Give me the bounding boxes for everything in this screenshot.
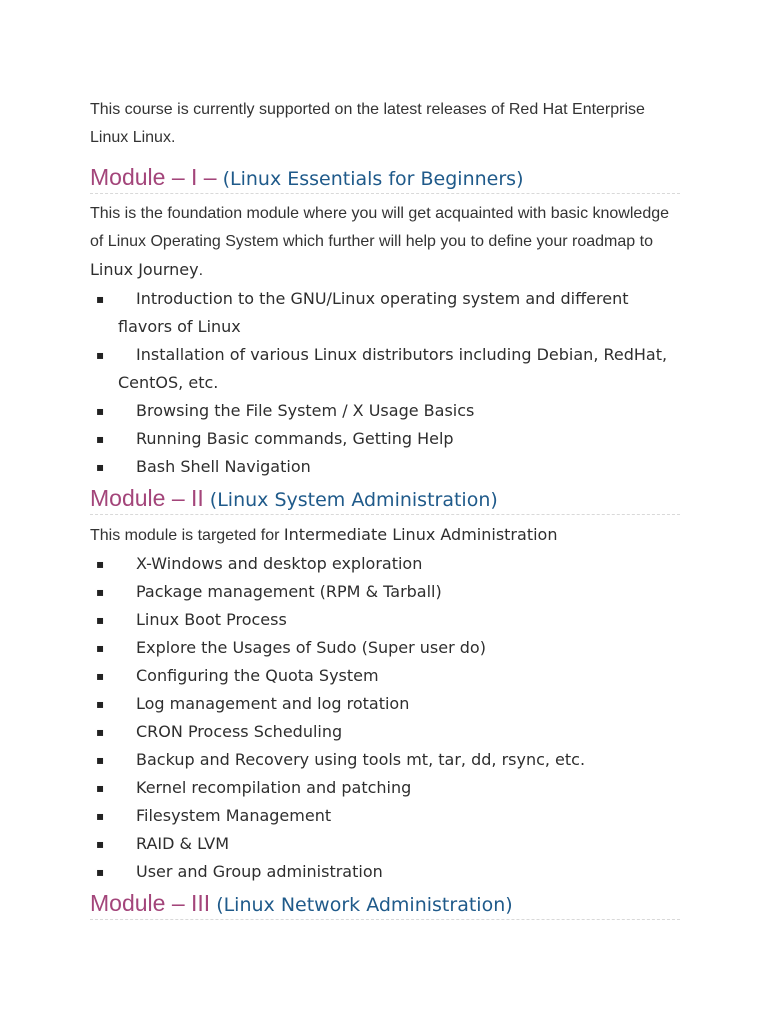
module-2-desc-text: This module is targeted for: [90, 527, 284, 544]
module-3-title: (Linux Network Administration): [216, 894, 513, 916]
list-item: ▪ CRON Process Scheduling: [90, 718, 680, 746]
module-1-heading: [90, 164, 680, 194]
list-item: ▪ Kernel recompilation and patching: [90, 774, 680, 802]
module-1-label: Module – I –: [90, 164, 217, 190]
module-2-desc-highlight: Intermediate Linux Administration: [283, 525, 558, 544]
module-1-topic-list: [90, 285, 680, 481]
module-1-desc-text: This is the foundation module where you will get acquainted with basic knowledge of Linux Operating System which further will help you to define your roadmap to: [90, 205, 670, 250]
document-page: [90, 96, 680, 926]
module-2-topic-list: [90, 550, 680, 886]
list-item: ▪ Linux Boot Process: [90, 606, 680, 634]
bullet-icon: ▪: [96, 809, 105, 823]
module-1-desc-highlight: Linux Journey: [90, 260, 199, 279]
module-3-label: Module – III: [90, 890, 211, 916]
bullet-icon: ▪: [96, 837, 105, 851]
list-item: ▪ Package management (RPM & Tarball): [90, 578, 680, 606]
list-item: ▪ Installation of various Linux distributors including Debian, RedHat, CentOS, etc.: [90, 341, 680, 397]
list-item: ▪ Browsing the File System / X Usage Basics: [90, 397, 680, 425]
bullet-icon: ▪: [96, 292, 105, 306]
list-item: ▪ User and Group administration: [90, 858, 680, 886]
bullet-icon: ▪: [96, 557, 105, 571]
module-2-label: Module – II: [90, 485, 204, 511]
bullet-icon: ▪: [96, 725, 105, 739]
bullet-icon: ▪: [96, 641, 105, 655]
list-item: ▪ Filesystem Management: [90, 802, 680, 830]
module-2-description: [90, 521, 680, 550]
bullet-icon: ▪: [96, 460, 105, 474]
bullet-icon: ▪: [96, 404, 105, 418]
bullet-icon: ▪: [96, 669, 105, 683]
bullet-icon: ▪: [96, 585, 105, 599]
list-item: ▪ Backup and Recovery using tools mt, tar, dd, rsync, etc.: [90, 746, 680, 774]
list-item: ▪ RAID & LVM: [90, 830, 680, 858]
list-item: ▪ Log management and log rotation: [90, 690, 680, 718]
module-3-heading: [90, 890, 680, 920]
bullet-icon: ▪: [96, 697, 105, 711]
bullet-icon: ▪: [96, 753, 105, 767]
list-item: ▪ Bash Shell Navigation: [90, 453, 680, 481]
list-item: ▪ Running Basic commands, Getting Help: [90, 425, 680, 453]
list-item: ▪ Explore the Usages of Sudo (Super user do): [90, 634, 680, 662]
module-1-title: (Linux Essentials for Beginners): [222, 168, 524, 190]
module-1-desc-end: .: [198, 262, 204, 279]
module-1-description: [90, 200, 680, 285]
bullet-icon: ▪: [96, 781, 105, 795]
module-2-title: (Linux System Administration): [209, 489, 498, 511]
list-item: ▪ Configuring the Quota System: [90, 662, 680, 690]
bullet-icon: ▪: [96, 613, 105, 627]
list-item: ▪ X-Windows and desktop exploration: [90, 550, 680, 578]
bullet-icon: ▪: [96, 348, 105, 362]
bullet-icon: ▪: [96, 865, 105, 879]
bullet-icon: ▪: [96, 432, 105, 446]
module-2-heading: [90, 485, 680, 515]
intro-paragraph: This course is currently supported on the latest releases of Red Hat Enterprise Linux Linux.: [90, 101, 645, 146]
list-item: ▪ Introduction to the GNU/Linux operating system and different flavors of Linux: [90, 285, 680, 341]
